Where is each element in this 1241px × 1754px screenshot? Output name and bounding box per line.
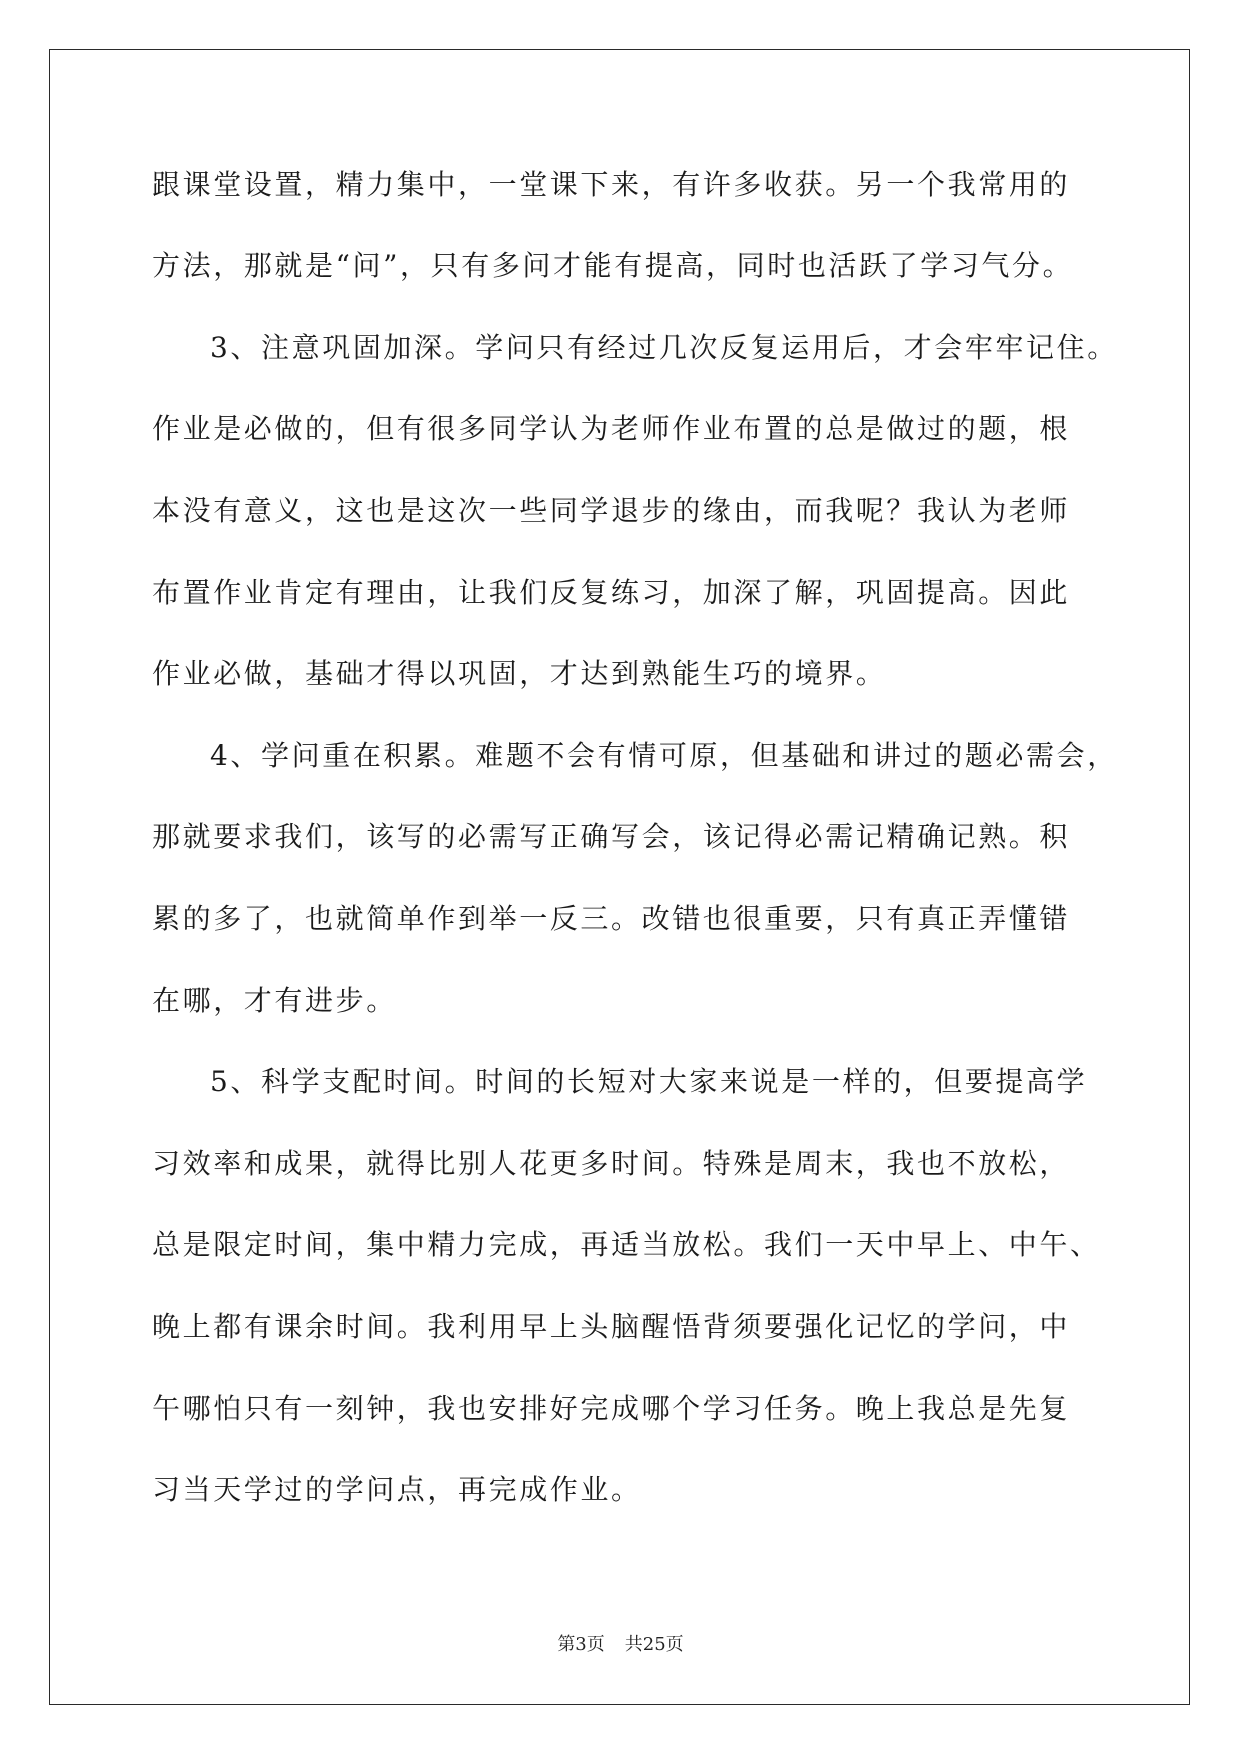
page-footer (0, 1630, 1241, 1656)
text-line: 在哪，才有进步。 (152, 984, 397, 1017)
text-line: 总是限定时间，集中精力完成，再适当放松。我们一天中早上、中午、 (152, 1228, 1101, 1261)
text-line: 午哪怕只有一刻钟，我也安排好完成哪个学习任务。晚上我总是先复 (152, 1392, 1071, 1425)
text-line: 那就要求我们，该写的必需写正确写会，该记得必需记精确记熟。积 (152, 820, 1071, 853)
text-line: 习当天学过的学问点，再完成作业。 (152, 1473, 642, 1506)
text-line: 累的多了，也就简单作到举一反三。改错也很重要，只有真正弄懂错 (152, 902, 1071, 935)
text-line: 跟课堂设置，精力集中，一堂课下来，有许多收获。另一个我常用的 (152, 168, 1071, 201)
text-line: 4、学问重在积累。难题不会有情可原，但基础和讲过的题必需会， (210, 739, 1118, 772)
text-line: 方法，那就是“问”，只有多问才能有提高，同时也活跃了学习气分。 (152, 249, 1074, 282)
text-line: 布置作业肯定有理由，让我们反复练习，加深了解，巩固提高。因此 (152, 576, 1071, 609)
page-border (49, 49, 1190, 1705)
text-line: 5、科学支配时间。时间的长短对大家来说是一样的，但要提高学 (210, 1065, 1088, 1098)
text-line: 习效率和成果，就得比别人花更多时间。特殊是周末，我也不放松， (152, 1147, 1071, 1180)
total-pages: 共25页 (624, 1634, 684, 1655)
page-number: 第3页 (557, 1634, 605, 1655)
text-line: 作业必做，基础才得以巩固，才达到熟能生巧的境界。 (152, 657, 887, 690)
text-line: 3、注意巩固加深。学问只有经过几次反复运用后，才会牢牢记住。 (210, 331, 1118, 364)
text-line: 作业是必做的，但有很多同学认为老师作业布置的总是做过的题，根 (152, 412, 1071, 445)
text-line: 本没有意义，这也是这次一些同学退步的缘由，而我呢？我认为老师 (152, 494, 1071, 527)
text-line: 晚上都有课余时间。我利用早上头脑醒悟背须要强化记忆的学问，中 (152, 1310, 1071, 1343)
